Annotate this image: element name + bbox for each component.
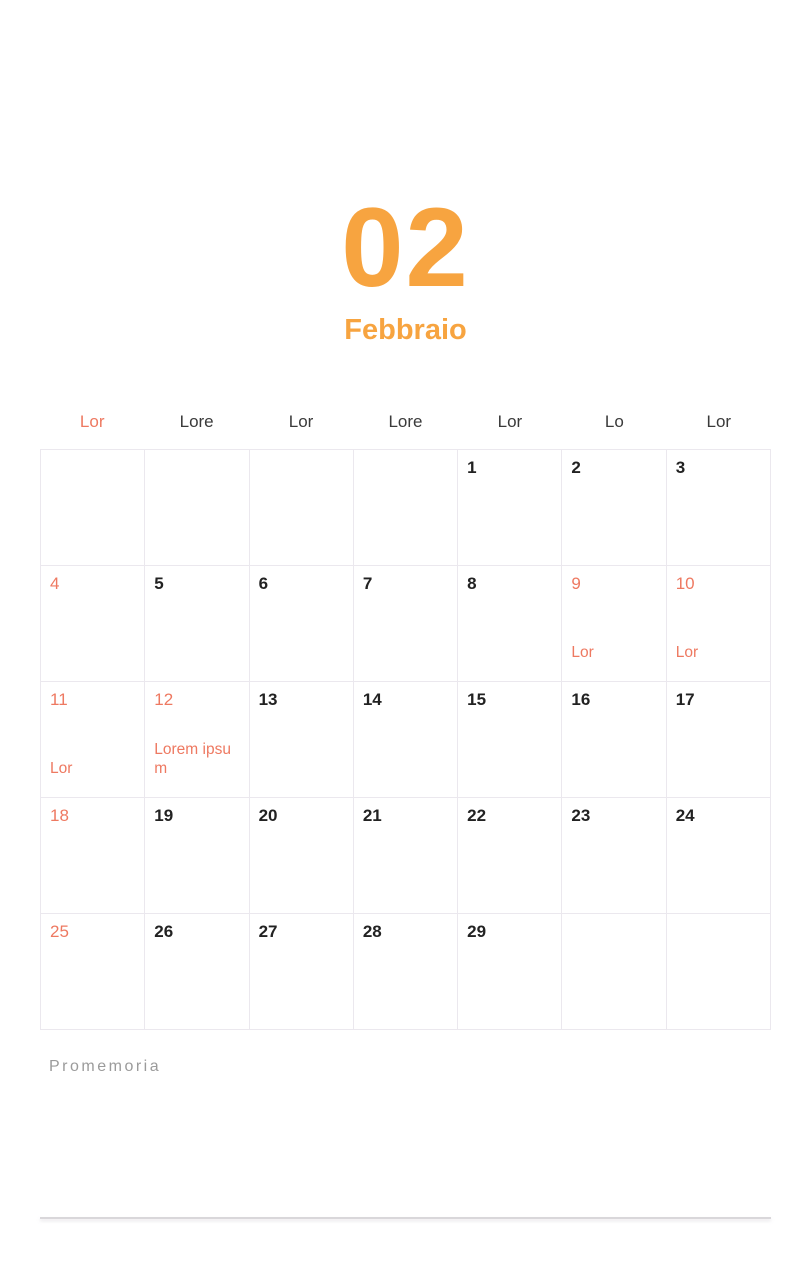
calendar-cell[interactable]	[458, 566, 562, 682]
date-number: 6	[258, 574, 269, 593]
date-number: 8	[467, 574, 477, 593]
calendar-cell	[145, 450, 249, 566]
date-number: 17	[675, 690, 695, 709]
date-number: 25	[50, 922, 69, 941]
calendar-cell[interactable]	[667, 798, 771, 914]
date-number: 26	[154, 922, 174, 941]
calendar-cell[interactable]	[458, 682, 562, 798]
event-label: Lor	[675, 644, 699, 662]
weekday-label	[667, 405, 771, 439]
calendar-cell[interactable]	[562, 566, 666, 682]
calendar-cell[interactable]	[458, 798, 562, 914]
weekday-label-text: Lo	[604, 412, 624, 431]
notes-label: Promemoria	[49, 1058, 162, 1075]
calendar-cell[interactable]	[250, 798, 354, 914]
date-number: 22	[467, 806, 487, 825]
date-number: 28	[362, 922, 382, 941]
calendar-cell[interactable]	[250, 566, 354, 682]
calendar-cell[interactable]	[250, 682, 354, 798]
calendar-cell[interactable]	[41, 914, 145, 1030]
calendar-cell[interactable]	[41, 798, 145, 914]
weekday-label	[249, 405, 353, 439]
calendar-cell[interactable]	[250, 914, 354, 1030]
date-number: 11	[50, 690, 68, 709]
date-number: 24	[675, 806, 695, 825]
calendar-cell[interactable]	[354, 682, 458, 798]
calendar-cell[interactable]	[667, 682, 771, 798]
weekday-label	[353, 405, 457, 439]
calendar-cell[interactable]	[667, 450, 771, 566]
date-number: 13	[258, 690, 278, 709]
calendar-cell[interactable]	[562, 798, 666, 914]
month-name: Febbraio	[344, 314, 467, 346]
date-number: 9	[571, 574, 581, 593]
calendar-cell[interactable]	[667, 566, 771, 682]
calendar-cell	[667, 914, 771, 1030]
bottom-divider	[40, 1217, 771, 1219]
date-number: 1	[467, 458, 477, 477]
date-number: 21	[362, 806, 382, 825]
calendar-cell[interactable]	[145, 798, 249, 914]
date-number: 5	[154, 574, 164, 593]
date-number: 29	[467, 922, 487, 941]
weekday-label-text: Lore	[179, 412, 214, 431]
calendar-cell	[562, 914, 666, 1030]
month-number: 02	[341, 185, 470, 310]
weekday-label-text: Lore	[388, 412, 423, 431]
weekday-label	[40, 405, 144, 439]
weekday-label	[458, 405, 562, 439]
calendar-cell	[250, 450, 354, 566]
date-number: 7	[362, 574, 373, 593]
date-number: 4	[50, 574, 60, 593]
weekday-label-text: Lor	[79, 412, 105, 431]
date-number: 10	[675, 574, 695, 593]
calendar-cell[interactable]	[562, 450, 666, 566]
date-number: 14	[362, 690, 382, 709]
date-number: 16	[571, 690, 591, 709]
weekday-label	[144, 405, 248, 439]
date-number: 20	[258, 806, 278, 825]
event-label: Lor	[571, 644, 594, 662]
event-label: Lor	[50, 760, 73, 778]
calendar-cell[interactable]	[458, 914, 562, 1030]
date-number: 12	[154, 690, 174, 709]
weekday-label-text: Lor	[497, 412, 523, 431]
date-number: 18	[50, 806, 69, 825]
weekday-label-text: Lor	[288, 412, 314, 431]
calendar-cell[interactable]	[145, 566, 249, 682]
date-number: 3	[675, 458, 686, 477]
calendar-cell[interactable]	[41, 566, 145, 682]
calendar-cell[interactable]	[562, 682, 666, 798]
date-number: 15	[467, 690, 487, 709]
weekday-header-row	[40, 405, 771, 439]
calendar-cell[interactable]	[458, 450, 562, 566]
calendar-cell[interactable]	[145, 914, 249, 1030]
date-number: 2	[571, 458, 581, 477]
weekday-label	[562, 405, 666, 439]
calendar-cell[interactable]	[41, 682, 145, 798]
calendar-cell[interactable]	[354, 566, 458, 682]
date-number: 19	[154, 806, 174, 825]
calendar-cell	[41, 450, 145, 566]
date-number: 27	[258, 922, 278, 941]
month-title-block	[0, 185, 811, 347]
calendar-grid	[40, 449, 771, 1030]
weekday-label-text: Lor	[706, 412, 732, 431]
date-number: 23	[571, 806, 591, 825]
event-label: Lorem ipsum	[154, 741, 231, 778]
calendar-cell	[354, 450, 458, 566]
calendar-cell[interactable]	[354, 914, 458, 1030]
calendar-cell[interactable]	[354, 798, 458, 914]
calendar-cell[interactable]	[145, 682, 249, 798]
